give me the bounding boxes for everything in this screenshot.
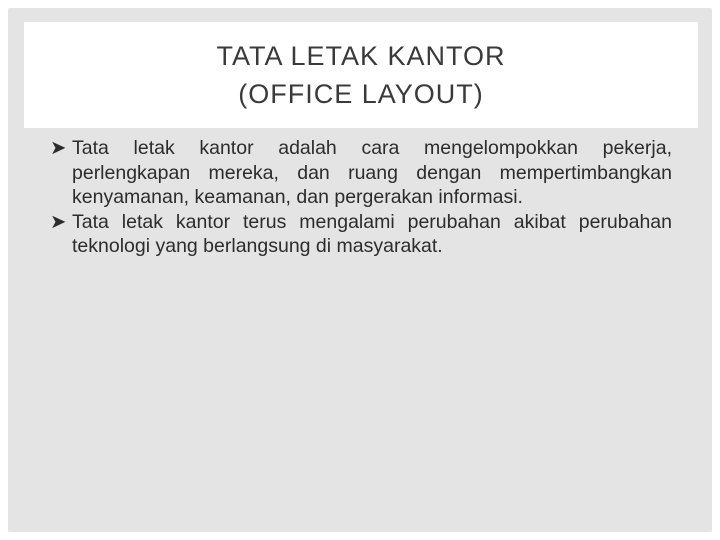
bullet-item-2 bbox=[48, 210, 672, 259]
slide-title-line-2: (OFFICE LAYOUT) bbox=[238, 79, 484, 109]
title-box bbox=[24, 22, 698, 128]
arrowhead-bullet-icon: ➤ bbox=[50, 137, 67, 159]
slide-title-line-1: TATA LETAK KANTOR bbox=[216, 41, 506, 71]
slide-content bbox=[48, 136, 672, 259]
bullet-text-2: Tata letak kantor terus mengalami perubahan akibat perubahan teknologi yang berlangsung di masyarakat. bbox=[72, 210, 672, 257]
arrowhead-bullet-icon: ➤ bbox=[50, 210, 67, 233]
slide bbox=[8, 8, 712, 532]
bullet-text-1: Tata letak kantor adalah cara mengelompokkan pekerja, perlengkapan mereka, dan ruang dengan mempertimbangkan kenyamanan, keamanan, dan pergerakan informasi. bbox=[72, 137, 672, 208]
bullet-item-1 bbox=[48, 136, 672, 210]
